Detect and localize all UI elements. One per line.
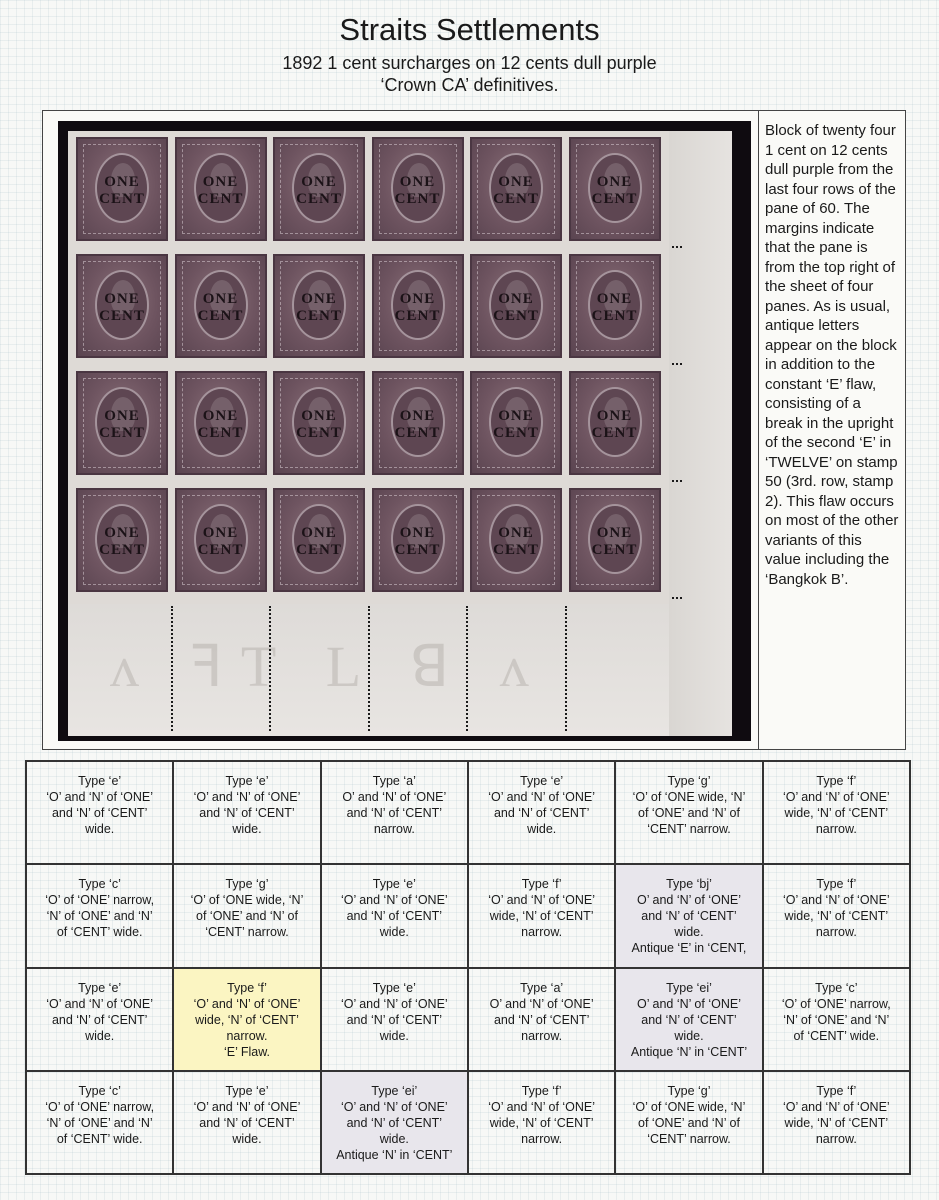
type-cell-text: Type ‘e’ ‘O’ and ‘N’ of ‘ONE’ and ‘N’ of ‘CENT’ wide. — [193, 774, 301, 836]
stamp — [372, 371, 464, 475]
overprint-one: ONE — [399, 291, 436, 307]
overprint-one: ONE — [104, 525, 140, 541]
type-cell-text: Type ‘e’ ‘O’ and ‘N’ of ‘ONE’ and ‘N’ of ‘CENT’ wide. — [340, 877, 448, 940]
type-cell-text: Type ‘ei’ O’ and ‘N’ of ‘ONE’ and ‘N’ of ‘CENT’ wide. Antique ‘N’ in ‘CENT’ — [630, 980, 748, 1059]
subtitle-line-2: ‘Crown CA’ definitives. — [380, 75, 559, 95]
type-cell-text: Type ‘f’ ‘O’ and ‘N’ of ‘ONE’ wide, ‘N’ of ‘CENT’ narrow. — [488, 1083, 596, 1146]
overprint-cent: CENT — [493, 542, 539, 558]
type-cell — [763, 864, 910, 967]
overprint-one: ONE — [498, 525, 534, 541]
stamp — [569, 371, 661, 475]
perforation-vertical — [466, 606, 468, 731]
perforation-horizontal — [672, 363, 682, 365]
type-cell — [615, 864, 762, 967]
subtitle-line-1: 1892 1 cent surcharges on 12 cents dull purple — [282, 53, 657, 73]
overprint-one: ONE — [202, 291, 239, 307]
type-cell-text: Type ‘a’ O’ and ‘N’ of ‘ONE’ and ‘N’ of ‘CENT’ narrow. — [342, 774, 447, 836]
type-cell — [615, 1071, 762, 1174]
type-cell-text: Type ‘c’ ‘O’ of ‘ONE’ narrow, ‘N’ of ‘ONE’ and ‘N’ of ‘CENT’ wide. — [781, 980, 891, 1043]
overprint-one: ONE — [498, 174, 534, 190]
overprint-one: ONE — [399, 525, 436, 541]
perforation-vertical — [171, 606, 173, 731]
overprint-one: ONE — [301, 525, 337, 541]
stamp — [273, 488, 365, 592]
type-cell-text: Type ‘g’ ‘O’ of ‘ONE wide, ‘N’ of ‘ONE’ and ‘N’ of ‘CENT’ narrow. — [190, 877, 304, 940]
overprint-cent: CENT — [99, 308, 145, 324]
overprint-cent: CENT — [197, 191, 244, 207]
overprint-one: ONE — [301, 174, 337, 190]
overprint-cent: CENT — [591, 308, 638, 324]
type-cell-text: Type ‘bj’ O’ and ‘N’ of ‘ONE’ and ‘N’ of ‘CENT’ wide. Antique ‘E’ in ‘CENT, — [631, 877, 747, 956]
type-cell — [26, 864, 173, 967]
type-cell-text: Type ‘ei’ ‘O’ and ‘N’ of ‘ONE’ and ‘N’ of ‘CENT’ wide. Antique ‘N’ in ‘CENT’ — [336, 1083, 453, 1162]
perforation-vertical — [565, 606, 567, 731]
overprint-cent: CENT — [394, 425, 441, 441]
perforation-horizontal — [672, 246, 682, 248]
type-cell-text: Type ‘c’ ‘O’ of ‘ONE’ narrow, ‘N’ of ‘ONE’ and ‘N’ of ‘CENT’ wide. — [45, 877, 155, 940]
overprint-one: ONE — [104, 291, 140, 307]
overprint-one: ONE — [596, 174, 633, 190]
overprint-one: ONE — [498, 291, 534, 307]
type-cell-text: Type ‘c’ ‘O’ of ‘ONE’ narrow, ‘N’ of ‘ONE’ and ‘N’ of ‘CENT’ wide. — [45, 1083, 155, 1146]
type-cell-text: Type ‘e’ ‘O’ and ‘N’ of ‘ONE’ and ‘N’ of ‘CENT’ wide. — [193, 1083, 301, 1146]
stamp — [569, 254, 661, 358]
overprint-one: ONE — [596, 408, 633, 424]
overprint-cent: CENT — [296, 542, 342, 558]
overprint-cent: CENT — [99, 191, 145, 207]
type-cell-text: Type ‘a’ O’ and ‘N’ of ‘ONE’ and ‘N’ of ‘CENT’ narrow. — [489, 980, 594, 1043]
overprint-cent: CENT — [296, 425, 342, 441]
type-cell — [26, 1071, 173, 1174]
stamp — [76, 254, 168, 358]
overprint-cent: CENT — [296, 308, 342, 324]
description-box: Block of twenty four 1 cent on 12 cents dull purple from the last four rows of the pane of 60. The margins indicate that the pane is from the top right of the sheet of four panes. As is usual, antique letters appear on the block in addition to the constant ‘E’ flaw, consisting of a break in the upright of the second ‘E’ in ‘TWELVE’ on stamp 50 (3rd. row, stamp 2). This flaw occurs on most of the other variants of this value including the ‘Bangkok B’. — [758, 110, 906, 750]
perforation-horizontal — [672, 597, 682, 599]
perforation-vertical — [368, 606, 370, 731]
perforation-vertical — [269, 606, 271, 731]
type-cell — [763, 761, 910, 864]
type-cell-text: Type ‘f’ ‘O’ and ‘N’ of ‘ONE’ wide, ‘N’ of ‘CENT’ narrow. — [782, 1083, 890, 1146]
type-cell — [763, 1071, 910, 1174]
overprint-cent: CENT — [394, 191, 441, 207]
overprint-cent: CENT — [591, 425, 638, 441]
type-cell — [321, 864, 468, 967]
overprint-cent: CENT — [197, 308, 244, 324]
stamp — [470, 371, 562, 475]
type-cell — [321, 761, 468, 864]
type-cell — [468, 968, 615, 1071]
type-cell-text: Type ‘f’ ‘O’ and ‘N’ of ‘ONE’ wide, ‘N’ of ‘CENT’ narrow. — [782, 774, 890, 836]
type-cell — [763, 968, 910, 1071]
stamp — [273, 254, 365, 358]
type-cell — [468, 864, 615, 967]
stamp — [175, 371, 267, 475]
overprint-one: ONE — [399, 174, 436, 190]
overprint-one: ONE — [104, 408, 140, 424]
type-cell — [468, 1071, 615, 1174]
overprint-one: ONE — [202, 408, 239, 424]
type-cell-text: Type ‘g’ ‘O’ of ‘ONE wide, ‘N’ of ‘ONE’ and ‘N’ of ‘CENT’ narrow. — [632, 1083, 746, 1146]
overprint-one: ONE — [596, 525, 633, 541]
stamp — [76, 371, 168, 475]
overprint-cent: CENT — [591, 542, 638, 558]
type-cell-text: Type ‘e’ ‘O’ and ‘N’ of ‘ONE’ and ‘N’ of ‘CENT’ wide. — [46, 980, 154, 1043]
type-cell-text: Type ‘e’ ‘O’ and ‘N’ of ‘ONE’ and ‘N’ of ‘CENT’ wide. — [488, 774, 596, 836]
overprint-one: ONE — [202, 174, 239, 190]
type-cell — [321, 1071, 468, 1174]
overprint-one: ONE — [301, 408, 337, 424]
overprint-one: ONE — [596, 291, 633, 307]
overprint-one: ONE — [202, 525, 239, 541]
overprint-one: ONE — [498, 408, 534, 424]
overprint-cent: CENT — [591, 191, 638, 207]
stamp — [175, 137, 267, 241]
type-cell — [173, 968, 320, 1071]
type-cell — [468, 761, 615, 864]
overprint-one: ONE — [399, 408, 436, 424]
type-cell — [173, 1071, 320, 1174]
type-cell-text: Type ‘f’ ‘O’ and ‘N’ of ‘ONE’ wide, ‘N’ of ‘CENT’ narrow. — [488, 877, 596, 940]
margin-watermark: ᴧ ꟻT L ꓭ ᴧ — [110, 634, 547, 699]
stamp — [76, 488, 168, 592]
overprint-cent: CENT — [493, 308, 539, 324]
stamp — [372, 137, 464, 241]
stamp — [470, 488, 562, 592]
page-subtitle — [0, 52, 939, 96]
type-cell-text: Type ‘f’ ‘O’ and ‘N’ of ‘ONE’ wide, ‘N’ of ‘CENT’ narrow. — [782, 877, 890, 940]
type-cell-text: Type ‘e’ ‘O’ and ‘N’ of ‘ONE’ and ‘N’ of ‘CENT’ wide. — [340, 980, 448, 1043]
overprint-one: ONE — [104, 174, 140, 190]
overprint-cent: CENT — [296, 191, 342, 207]
overprint-cent: CENT — [99, 425, 145, 441]
overprint-cent: CENT — [99, 542, 145, 558]
stamp — [470, 137, 562, 241]
overprint-cent: CENT — [197, 425, 244, 441]
type-cell — [321, 968, 468, 1071]
overprint-one: ONE — [301, 291, 337, 307]
stamp — [175, 254, 267, 358]
stamp — [76, 137, 168, 241]
type-cell — [26, 968, 173, 1071]
type-cell-text: Type ‘e’ ‘O’ and ‘N’ of ‘ONE’ and ‘N’ of ‘CENT’ wide. — [46, 774, 154, 836]
overprint-cent: CENT — [394, 308, 441, 324]
stamp — [470, 254, 562, 358]
type-cell — [173, 761, 320, 864]
stamp — [273, 137, 365, 241]
perforation-horizontal — [672, 480, 682, 482]
type-cell — [615, 968, 762, 1071]
overprint-cent: CENT — [394, 542, 441, 558]
type-cell-text: Type ‘g’ ‘O’ of ‘ONE wide, ‘N’ of ‘ONE’ and ‘N’ of ‘CENT’ narrow. — [632, 774, 746, 836]
page-title: Straits Settlements — [339, 12, 600, 47]
type-cell — [26, 761, 173, 864]
stamp — [372, 488, 464, 592]
type-cell — [615, 761, 762, 864]
stamp — [372, 254, 464, 358]
stamp — [273, 371, 365, 475]
type-cell-text: Type ‘f’ ‘O’ and ‘N’ of ‘ONE’ wide, ‘N’ of ‘CENT’ narrow. ‘E’ Flaw. — [193, 980, 301, 1059]
stamp — [569, 137, 661, 241]
sheet-margin-right — [669, 131, 732, 736]
stamp — [569, 488, 661, 592]
overprint-cent: CENT — [493, 191, 539, 207]
stamp — [175, 488, 267, 592]
type-table — [25, 760, 911, 1175]
overprint-cent: CENT — [197, 542, 244, 558]
type-cell — [173, 864, 320, 967]
overprint-cent: CENT — [493, 425, 539, 441]
